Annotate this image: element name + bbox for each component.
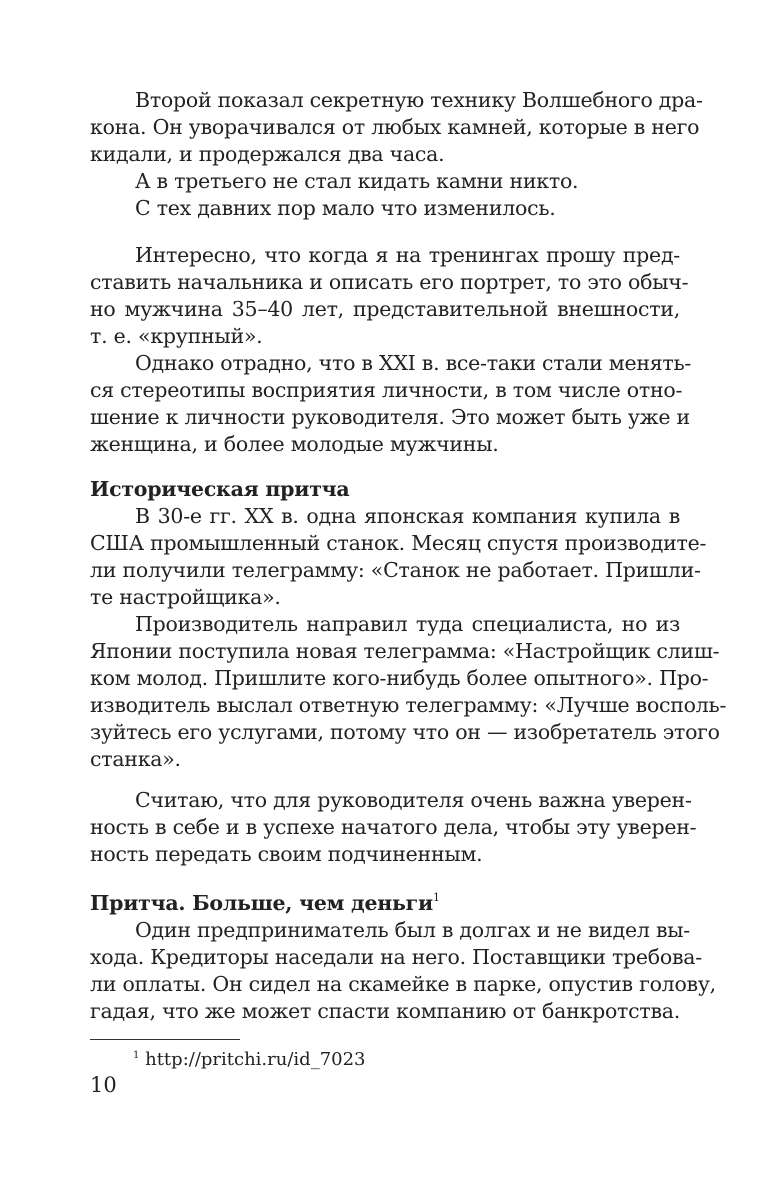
text-line — [90, 584, 680, 611]
text-line — [90, 557, 701, 584]
line-text: Производитель направил туда специалиста, но из — [135, 612, 680, 636]
text-line — [90, 431, 680, 458]
line-text: США промышленный станок. Месяц спустя производите- — [90, 531, 707, 555]
line-text: ность в себе и в успехе начатого дела, чтобы эту уверен- — [90, 815, 697, 839]
line-text: женщина, и более молодые мужчины. — [90, 432, 499, 456]
text-line — [90, 350, 692, 377]
line-text: ность передать своим подчиненным. — [90, 842, 483, 866]
line-text: кидали, и продержался два часа. — [90, 142, 445, 166]
line-text: изводитель выслал ответную телеграмму: «Лучше восполь- — [90, 693, 727, 717]
text-line — [90, 917, 690, 944]
line-text: ком молод. Пришлите кого-нибудь более опытного». Про- — [90, 666, 709, 690]
text-line — [90, 787, 692, 814]
line-text: Притча. Больше, чем деньги — [90, 891, 433, 915]
text-line — [90, 503, 680, 530]
line-text: ли оплаты. Он сидел на скамейке в парке, опустив голову, — [90, 972, 716, 996]
line-text: ли получили телеграмму: «Станок не работает. Пришли- — [90, 558, 701, 582]
text-block — [90, 87, 703, 222]
text-line — [90, 692, 727, 719]
line-text: Один предприниматель был в долгах и не видел вы- — [135, 918, 690, 942]
footnote-marker: 1 — [133, 1050, 140, 1061]
line-text: т. е. «крупный». — [90, 324, 263, 348]
text-line — [90, 323, 680, 350]
line-text: А в третьего не стал кидать камни никто. — [135, 169, 579, 193]
text-line — [90, 998, 680, 1025]
line-text: те настройщика». — [90, 585, 281, 609]
page-number: 10 — [90, 1073, 117, 1097]
text-line — [90, 814, 697, 841]
text-line — [90, 404, 690, 431]
line-text: С тех давних пор мало что изменилось. — [135, 196, 556, 220]
text-line — [90, 971, 716, 998]
text-block — [90, 884, 716, 1025]
line-text: кона. Он уворачивался от любых камней, которые в него — [90, 115, 700, 139]
text-line — [90, 944, 702, 971]
line-text: Считаю, что для руководителя очень важна уверен- — [135, 788, 692, 812]
text-line — [90, 746, 680, 773]
text-line — [90, 242, 680, 269]
footnote-text: http://pritchi.ru/id_7023 — [145, 1049, 366, 1070]
text-line — [90, 638, 720, 665]
text-line — [90, 530, 707, 557]
line-text: шение к личности руководителя. Это может быть уже и — [90, 405, 690, 429]
line-text: станка». — [90, 747, 181, 771]
footnote-ref: 1 — [432, 891, 440, 904]
text-line — [90, 665, 709, 692]
text-line — [90, 377, 683, 404]
footnote-separator — [90, 1039, 240, 1040]
text-block — [90, 242, 692, 458]
line-text: Японии поступила новая телеграмма: «Настройщик слиш- — [90, 639, 720, 663]
footnote — [133, 1045, 366, 1071]
text-line — [90, 841, 680, 868]
text-line — [90, 611, 680, 638]
line-text: гадая, что же может спасти компанию от банкротства. — [90, 999, 680, 1023]
text-line — [90, 719, 720, 746]
line-text: Интересно, что когда я на тренингах прошу пред- — [135, 243, 680, 267]
line-text: Однако отрадно, что в XXI в. все-таки стали менять- — [135, 351, 692, 375]
section-heading — [90, 884, 680, 917]
text-block — [90, 476, 727, 773]
line-text: но мужчина 35–40 лет, представительной внешности, — [90, 297, 680, 321]
line-text: Историческая притча — [90, 477, 350, 501]
text-line — [90, 195, 680, 222]
line-text: Второй показал секретную технику Волшебного дра- — [135, 88, 703, 112]
text-line — [90, 168, 680, 195]
text-line — [90, 141, 680, 168]
line-text: В 30-е гг. XX в. одна японская компания купила в — [135, 504, 680, 528]
text-line — [90, 269, 689, 296]
text-line — [90, 87, 703, 114]
line-text: ставить начальника и описать его портрет, то это обыч- — [90, 270, 689, 294]
text-block — [90, 787, 697, 868]
section-heading — [90, 476, 680, 503]
line-text: хода. Кредиторы наседали на него. Поставщики требова- — [90, 945, 702, 969]
line-text: зуйтесь его услугами, потому что он — изобретатель этого — [90, 720, 720, 744]
line-text: ся стереотипы восприятия личности, в том числе отно- — [90, 378, 683, 402]
text-line — [90, 296, 680, 323]
text-line — [90, 114, 700, 141]
